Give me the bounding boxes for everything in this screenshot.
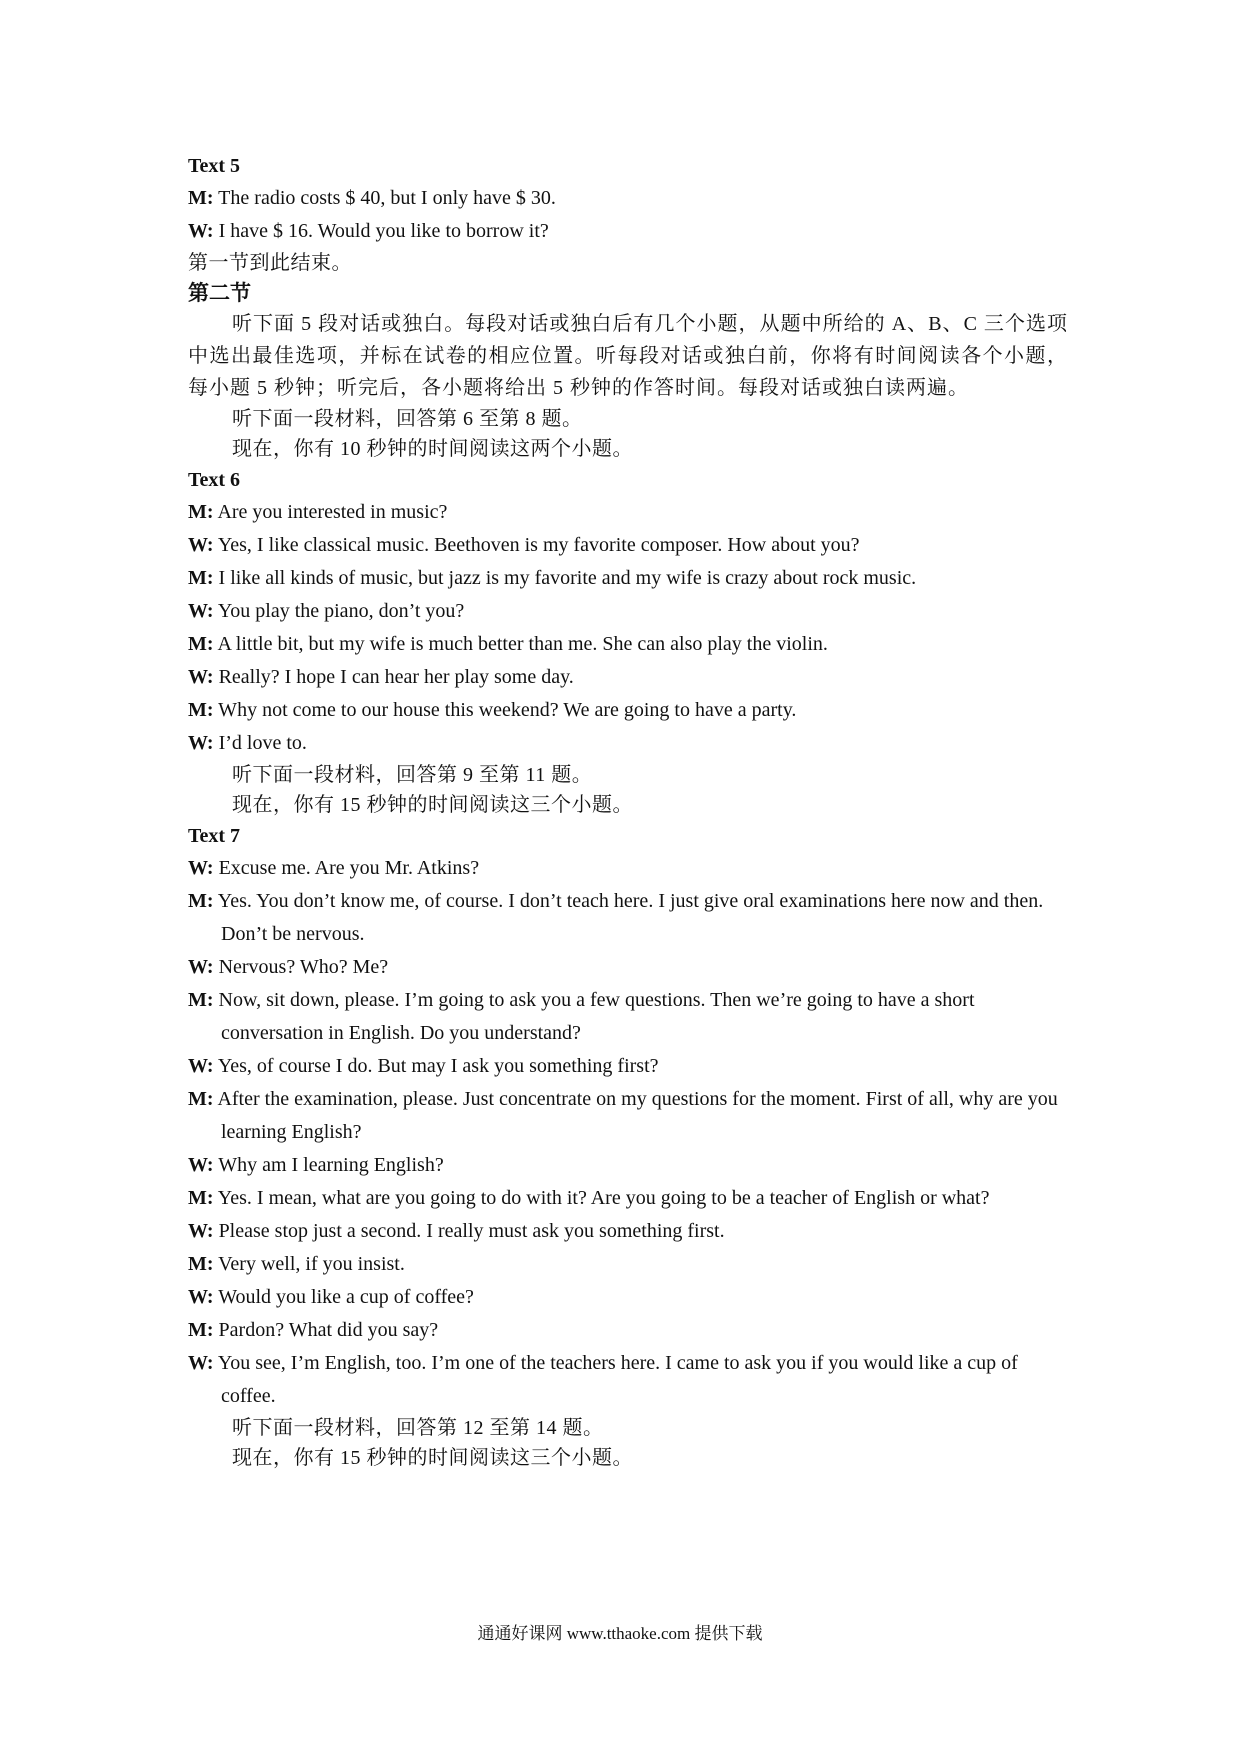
dialog-line — [188, 215, 1068, 248]
dialog-text: Yes, of course I do. But may I ask you something first? — [213, 1055, 659, 1077]
dialog-text: You play the piano, don’t you? — [213, 600, 465, 622]
speaker-label: W: — [188, 666, 214, 688]
dialog-text: I like all kinds of music, but jazz is my favorite and my wife is crazy about rock music. — [213, 567, 917, 589]
dialog-line — [188, 885, 1068, 951]
dialog-line — [188, 1182, 1068, 1215]
speaker-label: W: — [188, 956, 214, 978]
dialog-line — [188, 951, 1068, 984]
dialog-line — [188, 852, 1068, 885]
dialog-line — [188, 1149, 1068, 1182]
speaker-label: M: — [188, 567, 214, 589]
dialog-line — [188, 1248, 1068, 1281]
dialog-line — [188, 661, 1068, 694]
speaker-label: M: — [188, 633, 214, 655]
dialog-text: Yes. I mean, what are you going to do with it? Are you going to be a teacher of English or what? — [213, 1187, 990, 1209]
section2-prompt-2: 现在，你有 10 秒钟的时间阅读这两个小题。 — [232, 438, 633, 460]
text6-heading: Text 6 — [188, 469, 241, 491]
speaker-label: M: — [188, 1319, 214, 1341]
dialog-line — [188, 727, 1068, 760]
speaker-label: W: — [188, 600, 214, 622]
speaker-label: M: — [188, 1253, 214, 1275]
document-page — [188, 150, 1068, 1473]
dialog-line — [188, 1314, 1068, 1347]
text5-heading: Text 5 — [188, 155, 241, 177]
dialog-text: The radio costs $ 40, but I only have $ 30. — [213, 187, 556, 209]
section1-end-note: 第一节到此结束。 — [188, 252, 352, 274]
dialog-text: Please stop just a second. I really must ask you something first. — [213, 1220, 725, 1242]
speaker-label: W: — [188, 220, 214, 242]
speaker-label: W: — [188, 1055, 214, 1077]
speaker-label: M: — [188, 1088, 214, 1110]
text6-prompt-1: 听下面一段材料，回答第 9 至第 11 题。 — [232, 764, 593, 786]
dialog-line — [188, 694, 1068, 727]
page-footer: 通通好课网 www.tthaoke.com 提供下载 — [477, 1624, 763, 1643]
text6-prompt-2: 现在，你有 15 秒钟的时间阅读这三个小题。 — [232, 794, 633, 816]
dialog-text: Why am I learning English? — [213, 1154, 444, 1176]
speaker-label: W: — [188, 857, 214, 879]
dialog-text: Are you interested in music? — [213, 501, 448, 523]
dialog-line — [188, 1083, 1068, 1149]
dialog-line — [188, 1281, 1068, 1314]
dialog-text: Now, sit down, please. I’m going to ask you a few questions. Then we’re going to have a short conversation in English. Do you understand? — [213, 989, 975, 1044]
dialog-line — [188, 1050, 1068, 1083]
dialog-line — [188, 595, 1068, 628]
text7-prompt-1: 听下面一段材料，回答第 12 至第 14 题。 — [232, 1417, 604, 1439]
speaker-label: M: — [188, 890, 214, 912]
section2-instructions: 听下面 5 段对话或独白。每段对话或独白后有几个小题，从题中所给的 A、B、C 三个选项中选出最佳选项，并标在试卷的相应位置。听每段对话或独白前，你将有时间阅读各个小题，每小题 5 秒钟；听完后，各小题将给出 5 秒钟的作答时间。每段对话或独白读两遍。 — [188, 313, 1068, 399]
dialog-text: Nervous? Who? Me? — [213, 956, 389, 978]
section2-heading: 第二节 — [188, 281, 251, 305]
text7-heading: Text 7 — [188, 825, 241, 847]
dialog-line — [188, 628, 1068, 661]
dialog-line — [188, 562, 1068, 595]
speaker-label: W: — [188, 1352, 214, 1374]
dialog-text: Pardon? What did you say? — [213, 1319, 439, 1341]
speaker-label: W: — [188, 1220, 214, 1242]
dialog-text: Really? I hope I can hear her play some day. — [213, 666, 574, 688]
speaker-label: W: — [188, 534, 214, 556]
dialog-text: I have $ 16. Would you like to borrow it? — [213, 220, 549, 242]
dialog-text: After the examination, please. Just concentrate on my questions for the moment. First of all, why are you learning English? — [213, 1088, 1058, 1143]
dialog-text: Excuse me. Are you Mr. Atkins? — [213, 857, 480, 879]
dialog-text: You see, I’m English, too. I’m one of the teachers here. I came to ask you if you would like a cup of coffee. — [213, 1352, 1018, 1407]
speaker-label: W: — [188, 732, 214, 754]
dialog-line — [188, 182, 1068, 215]
speaker-label: M: — [188, 699, 214, 721]
dialog-text: Yes, I like classical music. Beethoven is my favorite composer. How about you? — [213, 534, 860, 556]
speaker-label: M: — [188, 1187, 214, 1209]
dialog-line — [188, 984, 1068, 1050]
speaker-label: M: — [188, 989, 214, 1011]
dialog-line — [188, 529, 1068, 562]
text7-prompt-2: 现在，你有 15 秒钟的时间阅读这三个小题。 — [232, 1447, 633, 1469]
dialog-line — [188, 1347, 1068, 1413]
speaker-label: W: — [188, 1286, 214, 1308]
dialog-text: Why not come to our house this weekend? We are going to have a party. — [213, 699, 797, 721]
section2-prompt-1: 听下面一段材料，回答第 6 至第 8 题。 — [232, 408, 583, 430]
dialog-text: Would you like a cup of coffee? — [213, 1286, 474, 1308]
dialog-text: I’d love to. — [213, 732, 307, 754]
dialog-text: A little bit, but my wife is much better than me. She can also play the violin. — [213, 633, 828, 655]
dialog-line — [188, 496, 1068, 529]
speaker-label: M: — [188, 187, 214, 209]
dialog-text: Yes. You don’t know me, of course. I don’t teach here. I just give oral examinations here now and then. Don’t be nervous. — [213, 890, 1044, 945]
speaker-label: W: — [188, 1154, 214, 1176]
speaker-label: M: — [188, 501, 214, 523]
dialog-text: Very well, if you insist. — [213, 1253, 405, 1275]
dialog-line — [188, 1215, 1068, 1248]
